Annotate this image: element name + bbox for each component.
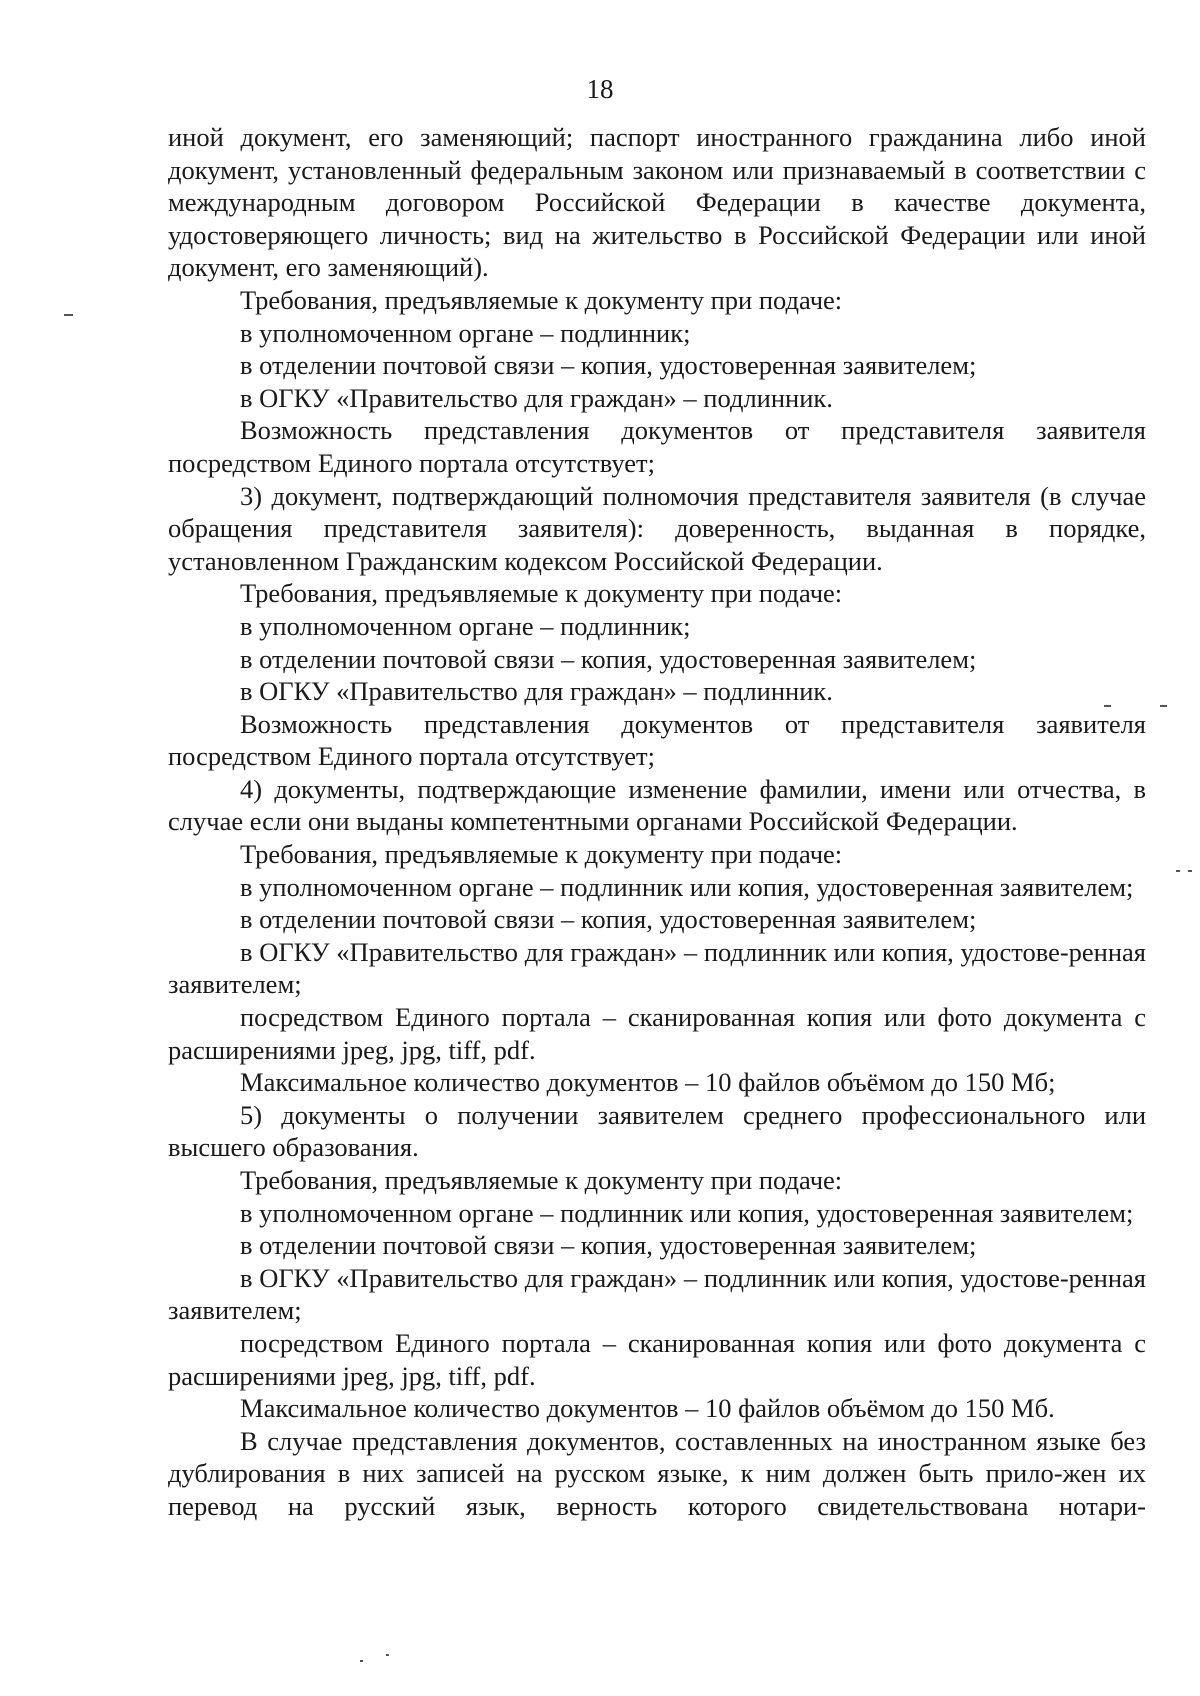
paragraph: в уполномоченном органе – подлинник или копия, удостоверенная заявителем;: [240, 871, 1134, 902]
paragraph: в ОГКУ «Правительство для граждан» – подлинник или копия, удостове-ренная заявителем;: [168, 1262, 1146, 1326]
paragraph: посредством Единого портала – сканированная копия или фото документа с расширениями jpeg, jpg, tiff, pdf.: [168, 1327, 1146, 1391]
document-body: [168, 121, 1146, 1523]
paragraph: 3) документ, подтверждающий полномочия представителя заявителя (в случае обращения представителя заявителя): доверенность, выданная в порядке, установленном Гражданским кодексом Российской Федерации.: [168, 480, 1146, 576]
paragraph: Максимальное количество документов – 10 файлов объёмом до 150 Мб;: [240, 1067, 1056, 1098]
page-number: 18: [586, 74, 614, 104]
paragraph: Требования, предъявляемые к документу при подаче:: [240, 284, 843, 315]
paragraph: посредством Единого портала – сканированная копия или фото документа с расширениями jpeg, jpg, tiff, pdf.: [168, 1002, 1146, 1065]
paragraph: 5) документы о получении заявителем среднего профессионального или высшего образования.: [168, 1099, 1146, 1163]
paragraph: Требования, предъявляемые к документу при подаче:: [240, 578, 843, 609]
paragraph: иной документ, его заменяющий; паспорт иностранного гражданина либо иной документ, установленный федеральным законом или признаваемый в соответствии с международным договором Российской Федерации в качестве документа, удостоверяющего личность; вид на жительство в Российской Федерации или иной документ, его заменяющий).: [168, 122, 1146, 283]
paragraph: в отделении почтовой связи – копия, удостоверенная заявителем;: [240, 904, 977, 935]
paragraph: в ОГКУ «Правительство для граждан» – подлинник.: [240, 676, 833, 707]
paragraph: в отделении почтовой связи – копия, удостоверенная заявителем;: [240, 1230, 977, 1261]
paragraph: в отделении почтовой связи – копия, удостоверенная заявителем;: [240, 643, 977, 674]
paragraph: Максимальное количество документов – 10 файлов объёмом до 150 Мб.: [240, 1393, 1055, 1424]
paragraph: в ОГКУ «Правительство для граждан» – подлинник.: [240, 382, 833, 413]
scan-speck: [1176, 870, 1180, 872]
scan-speck: [1104, 705, 1111, 707]
paragraph: Требования, предъявляемые к документу при подаче:: [240, 1165, 843, 1195]
paragraph: Требования, предъявляемые к документу при подаче:: [240, 839, 843, 870]
paragraph: в уполномоченном органе – подлинник;: [240, 610, 691, 641]
paragraph: в уполномоченном органе – подлинник;: [240, 317, 691, 348]
paragraph: Возможность представления документов от представителя заявителя посредством Единого портала отсутствует;: [168, 708, 1146, 772]
paragraph: Возможность представления документов от представителя заявителя посредством Единого портала отсутствует;: [168, 415, 1146, 478]
paragraph: 4) документы, подтверждающие изменение фамилии, имени или отчества, в случае если они выданы компетентными органами Российской Федерации.: [168, 773, 1146, 837]
paragraph: в ОГКУ «Правительство для граждан» – подлинник или копия, удостове-ренная заявителем;: [168, 936, 1146, 1000]
scan-speck: [360, 1660, 363, 1662]
paragraph: В случае представления документов, составленных на иностранном языке без дублирования в них записей на русском языке, к ним должен быть прило-жен их перевод на русский язык, верность которого свидетельствована нотари-: [168, 1425, 1146, 1521]
scan-speck: [1188, 870, 1192, 872]
paragraph: в отделении почтовой связи – копия, удостоверенная заявителем;: [240, 350, 977, 381]
scan-speck: [64, 314, 73, 316]
scan-speck: [386, 1654, 389, 1656]
scan-speck: [1160, 705, 1167, 707]
paragraph: в уполномоченном органе – подлинник или копия, удостоверенная заявителем;: [240, 1197, 1134, 1228]
